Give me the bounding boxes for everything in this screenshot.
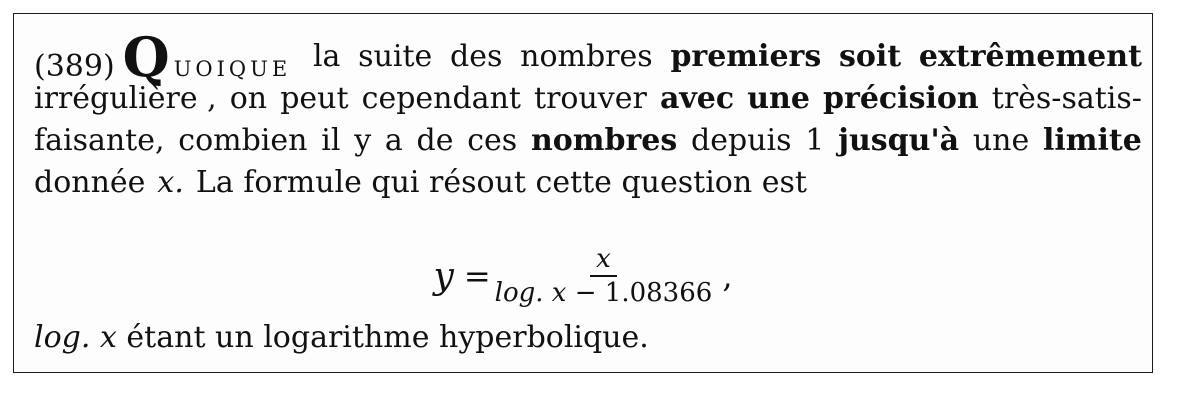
word: des: [450, 39, 503, 74]
equals-sign: =: [463, 257, 491, 295]
paragraph-opening: [34, 25, 295, 89]
formula-comma: ,: [722, 257, 733, 295]
closing-line: [34, 317, 649, 359]
word: y: [354, 123, 372, 158]
denominator-log: log. x: [494, 278, 567, 308]
fraction-numerator: x: [590, 243, 617, 277]
closing-text: étant un logarithme hyperbolique.: [126, 320, 649, 355]
word: 1: [805, 123, 825, 158]
variable-x: x.: [157, 165, 184, 200]
page-excerpt: [13, 13, 1153, 373]
word: la: [312, 39, 341, 74]
word: jusqu'à: [838, 123, 960, 158]
paragraph-389: [34, 25, 1142, 204]
denominator-constant: − 1.08366: [566, 278, 713, 308]
closing-variable: x: [99, 320, 117, 355]
text-line-1: [34, 25, 1142, 89]
word: nombres: [520, 39, 653, 74]
first-word-small-caps: UOIQUE: [173, 57, 292, 81]
word: donnée: [34, 165, 146, 200]
word: précision: [823, 81, 979, 116]
formula: [14, 236, 1152, 316]
word: il: [321, 123, 341, 158]
word: une: [747, 81, 810, 116]
word: avec: [659, 81, 735, 116]
word: extrêmement: [918, 39, 1142, 74]
word: nombres: [530, 123, 678, 158]
section-number: (389): [34, 49, 115, 84]
formula-lhs: y: [433, 255, 454, 297]
word: suite: [358, 39, 433, 74]
fraction-denominator: [495, 277, 713, 309]
drop-cap: Q: [122, 25, 170, 89]
word: irrégulière ,: [34, 81, 217, 116]
word: une: [972, 123, 1030, 158]
word: depuis: [691, 123, 792, 158]
word: peut: [280, 81, 349, 116]
word: on: [229, 81, 268, 116]
word: ces: [467, 123, 518, 158]
word: soit: [838, 39, 902, 74]
closing-log: log.: [34, 320, 91, 355]
word: de: [416, 123, 454, 158]
word: a: [384, 123, 403, 158]
text-line-4: [34, 162, 1142, 204]
word: limite: [1042, 123, 1142, 158]
word: trouver: [534, 81, 647, 116]
sentence: La formule qui résout cette question est: [195, 165, 807, 200]
word: combien: [178, 123, 308, 158]
word: premiers: [670, 39, 822, 74]
fraction: [495, 243, 713, 309]
word: cependant: [361, 81, 521, 116]
word: très-satis-: [991, 81, 1142, 116]
text-line-2: [34, 78, 1142, 120]
text-line-3: [34, 120, 1142, 162]
word: faisante,: [34, 123, 165, 158]
